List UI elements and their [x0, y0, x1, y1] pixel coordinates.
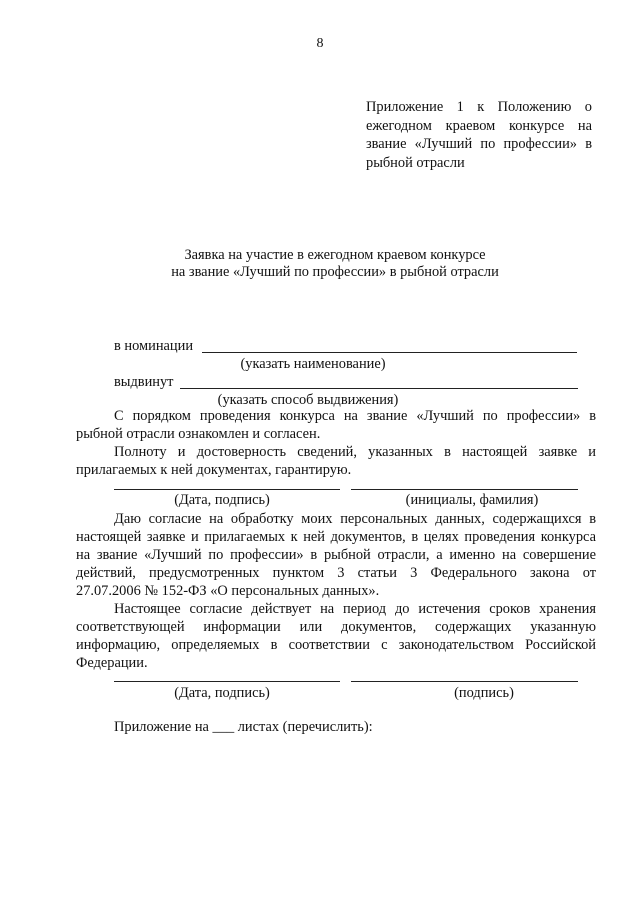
consent-paragraph-line: Даю согласие на обработку моих персональных данных, содержащихся в: [114, 511, 596, 527]
guarantee-paragraph-line: Полноту и достоверность сведений, указанных в настоящей заявке и: [114, 444, 596, 460]
annex-line: Приложение 1 к Положению о: [366, 99, 592, 115]
guarantee-paragraph-line: прилагаемых к ней документах, гарантирую.: [76, 462, 352, 478]
annex-line: звание «Лучший по профессии» в: [366, 136, 592, 152]
consent-paragraph-line: настоящей заявке и прилагаемых к ней документов, в целях проведения конкурса: [76, 529, 596, 545]
signature-caption: (подпись): [454, 685, 514, 701]
validity-paragraph-line: информацию, определяемых в соответствии с законодательством Российской: [76, 637, 596, 653]
annex-line: рыбной отрасли: [366, 154, 465, 171]
attachment-line: [114, 719, 373, 735]
consent-paragraph-line: действий, предусмотренных пунктом 3 статьи 3 Федерального закона от: [76, 565, 596, 581]
nomination-label: в номинации: [114, 338, 194, 354]
nominated-label: выдвинут: [114, 374, 174, 390]
document-title-line-1: Заявка на участие в ежегодном краевом конкурсе: [184, 247, 486, 263]
attachment-list-label: листах (перечислить):: [237, 719, 373, 735]
initials-surname-caption: (инициалы, фамилия): [405, 492, 539, 508]
rules-paragraph-line: рыбной отрасли ознакомлен и согласен.: [76, 426, 321, 442]
date-signature-line[interactable]: [114, 489, 340, 490]
consent-paragraph-line: 27.07.2006 № 152-ФЗ «О персональных данных».: [76, 583, 380, 599]
date-signature-line[interactable]: [114, 681, 340, 682]
nominated-field-line[interactable]: [180, 388, 578, 389]
attachment-sheets-blank[interactable]: ___: [212, 719, 235, 735]
page-number: 8: [316, 36, 324, 51]
nomination-hint: (указать наименование): [240, 356, 386, 372]
validity-paragraph-line: Федерации.: [76, 655, 148, 671]
annex-line: ежегодном краевом конкурсе на: [366, 117, 592, 134]
annex-reference: [366, 98, 592, 172]
nominated-hint: (указать способ выдвижения): [217, 392, 399, 408]
validity-paragraph-line: Настоящее согласие действует на период до истечения сроков хранения: [114, 601, 596, 617]
document-title-line-2: на звание «Лучший по профессии» в рыбной отрасли: [171, 264, 499, 280]
rules-paragraph-line: С порядком проведения конкурса на звание «Лучший по профессии» в: [114, 408, 596, 424]
date-signature-caption: (Дата, подпись): [174, 492, 270, 508]
validity-paragraph-line: соответствующей информации или документов, содержащих указанную: [76, 619, 596, 635]
attachment-label: Приложение на: [114, 719, 209, 735]
signature-line[interactable]: [351, 681, 578, 682]
consent-paragraph-line: на звание «Лучший по профессии» в рыбной отрасли, а именно на совершение: [76, 547, 596, 563]
nomination-field-line[interactable]: [202, 352, 577, 353]
date-signature-caption: (Дата, подпись): [174, 685, 270, 701]
name-line[interactable]: [351, 489, 578, 490]
